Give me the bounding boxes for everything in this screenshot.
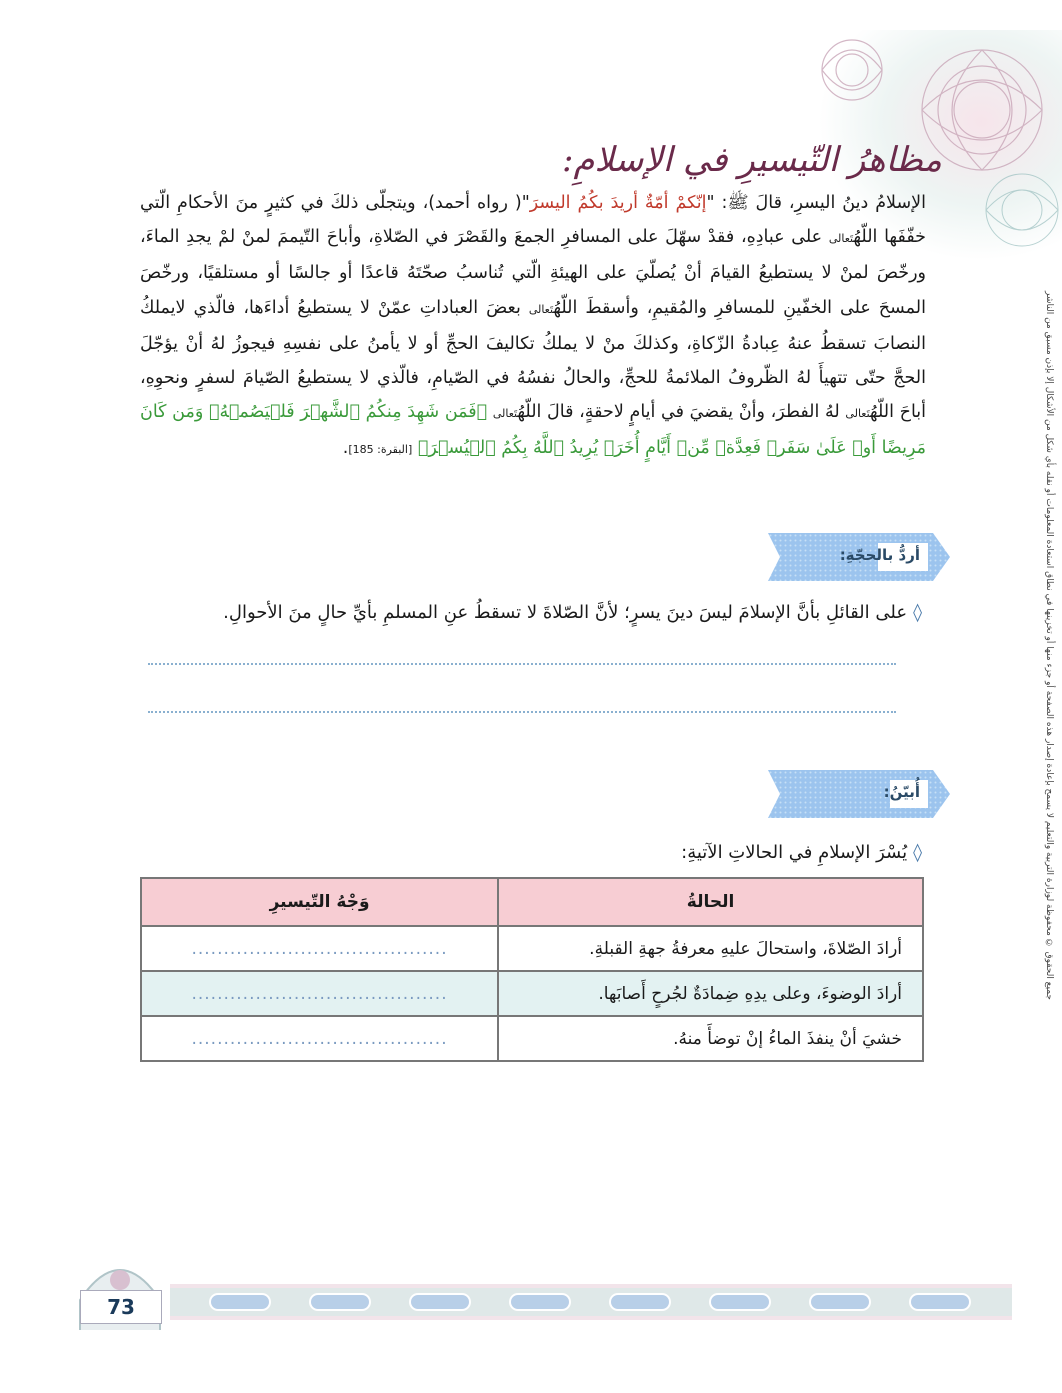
taala-glyph: تَعالى xyxy=(492,407,518,421)
quran-verse: ﴿فَمَن شَهِدَ مِنكُمُ ٱلشَّهۡرَ فَلۡيَصُمۡهُۖ وَمَن كَانَ مَرِيضًا أَوۡ عَلَىٰ سَفَرٖ فَعِدَّةٞ مِّنۡ أَيَّامٍ أُخَرَۗ يُرِيدُ ٱللَّهُ بِكُمُ ٱلۡيُسۡرَ﴾ xyxy=(140,402,926,459)
case-cell: أرادَ الوضوءَ، وعلى يدِهِ ضِمادَةٌ لجُرحٍ أَصابَها. xyxy=(498,971,923,1016)
footer-band xyxy=(170,1284,1012,1320)
refute-question xyxy=(223,602,922,623)
text-span: على عبادِهِ، فقدْ سهّلَ على المسافرِ الجمعَ والقَصْرَ في الصّلاةِ، وأباحَ التّيممَ لمنْ لمْ يجدِ الماءَ، ورخّصَ لمنْ لا يستطيعُ القيامَ أنْ يُصلّيَ على الهيئةِ الّتي تُناسبُ صحّتَهُ قاعدًا أو جالسًا أو مستلقيًا، ورخّصَ المسحَ على الخفّينِ للمسافرِ والمُقيمِ، وأسقطَ اللّهُ xyxy=(140,227,926,318)
case-cell: خشيَ أنْ ينفذَ الماءُ إنْ توضأَ منهُ. xyxy=(498,1016,923,1061)
table-row xyxy=(141,1016,923,1061)
main-paragraph xyxy=(140,186,926,468)
cases-table xyxy=(140,877,924,1062)
text-span: "( رواه أحمد)، ويتجلّى ذلكَ في كثيرٍ منَ الأحكامِ الّتي خفّفَها اللّهُ xyxy=(140,193,926,248)
diamond-bullet-icon: ◊ xyxy=(913,842,922,863)
text-span: بعضَ العباداتِ عمّنْ لا يستطيعُ أداءَها، فالّذي لايملكُ النصابَ تسقطُ عنهُ عِبادةُ الزّكاةِ، وكذلكَ منْ لا يملكُ تكاليفَ الحجِّ أو لا يأمنُ على نفسِهِ فيجوزُ لهُ أنْ يؤجّلَ الحجَّ حتّى تتهيأَ لهُ الظّروفُ الملائمةُ للحجِّ، والحالُ نفسُهُ في الصّيامِ، فالّذي لا يستطيعُ الصّيامَ لسفرٍ ونحوِهِ، أباحَ اللّهُ xyxy=(140,297,927,423)
hadith-text: إنّكمْ أمّةٌ أريدَ بكُمُ اليسرَ xyxy=(529,193,707,213)
explain-question xyxy=(681,842,922,863)
tag-shape xyxy=(768,770,950,818)
taala-glyph: تَعالى xyxy=(845,407,870,421)
page-title: مظاهرُ التّيسيرِ في الإسلامِ: xyxy=(562,140,942,180)
case-cell: أرادَ الصّلاةَ، واستحالَ عليهِ معرفةُ جهةِ القبلةِ. xyxy=(498,926,923,971)
table-row xyxy=(141,971,923,1016)
page-number: 73 xyxy=(80,1290,162,1324)
header-aspect: وَجْهُ التّيسيرِ xyxy=(141,878,498,926)
table-row xyxy=(141,926,923,971)
answer-cell[interactable]: ........................................ xyxy=(141,971,498,1016)
answer-line[interactable] xyxy=(148,663,896,665)
answer-cell[interactable]: ........................................ xyxy=(141,926,498,971)
diamond-bullet-icon: ◊ xyxy=(913,602,922,623)
refute-label: أردُّ بالحجّةِ: xyxy=(839,546,920,564)
copyright-note: جميع الحقوق © محفوظة لوزارة التربية والتعليم لا يسمح بإعادة إصدار هذه الصفحة أو جزء منها أو تخزينها في نطاق استعادة المعلومات أو نقله بأي شكل من الأشكال إلا بإذن مسبق من الناشر xyxy=(1044,291,1054,1000)
header-case: الحالةُ xyxy=(498,878,923,926)
text-span: لهُ الفطرَ، وأنْ يقضيَ في أيامٍ لاحقةٍ، قالَ اللّهُ xyxy=(517,402,846,423)
refute-tag xyxy=(768,533,950,581)
explain-label: أُبيّنُ: xyxy=(883,783,920,801)
taala-glyph: تَعالى xyxy=(828,232,854,246)
text-span: الإسلامُ دينُ اليسرِ، قالَ ﷺ: " xyxy=(706,193,926,213)
explain-tag xyxy=(768,770,950,818)
answer-cell[interactable]: ........................................ xyxy=(141,1016,498,1061)
explain-question-text: يُسْرَ الإسلامِ في الحالاتِ الآتيةِ: xyxy=(681,842,908,863)
answer-line[interactable] xyxy=(148,711,896,713)
verse-reference: [البقرة: 185] xyxy=(348,443,413,457)
refute-question-text: على القائلِ بأنَّ الإسلامَ ليسَ دينَ يسرٍ؛ لأنَّ الصّلاةَ لا تسقطُ عنِ المسلمِ بأيِّ حالٍ منَ الأحوالِ. xyxy=(223,602,908,623)
text-span: . xyxy=(342,438,349,459)
taala-glyph: تَعالى xyxy=(528,302,554,316)
